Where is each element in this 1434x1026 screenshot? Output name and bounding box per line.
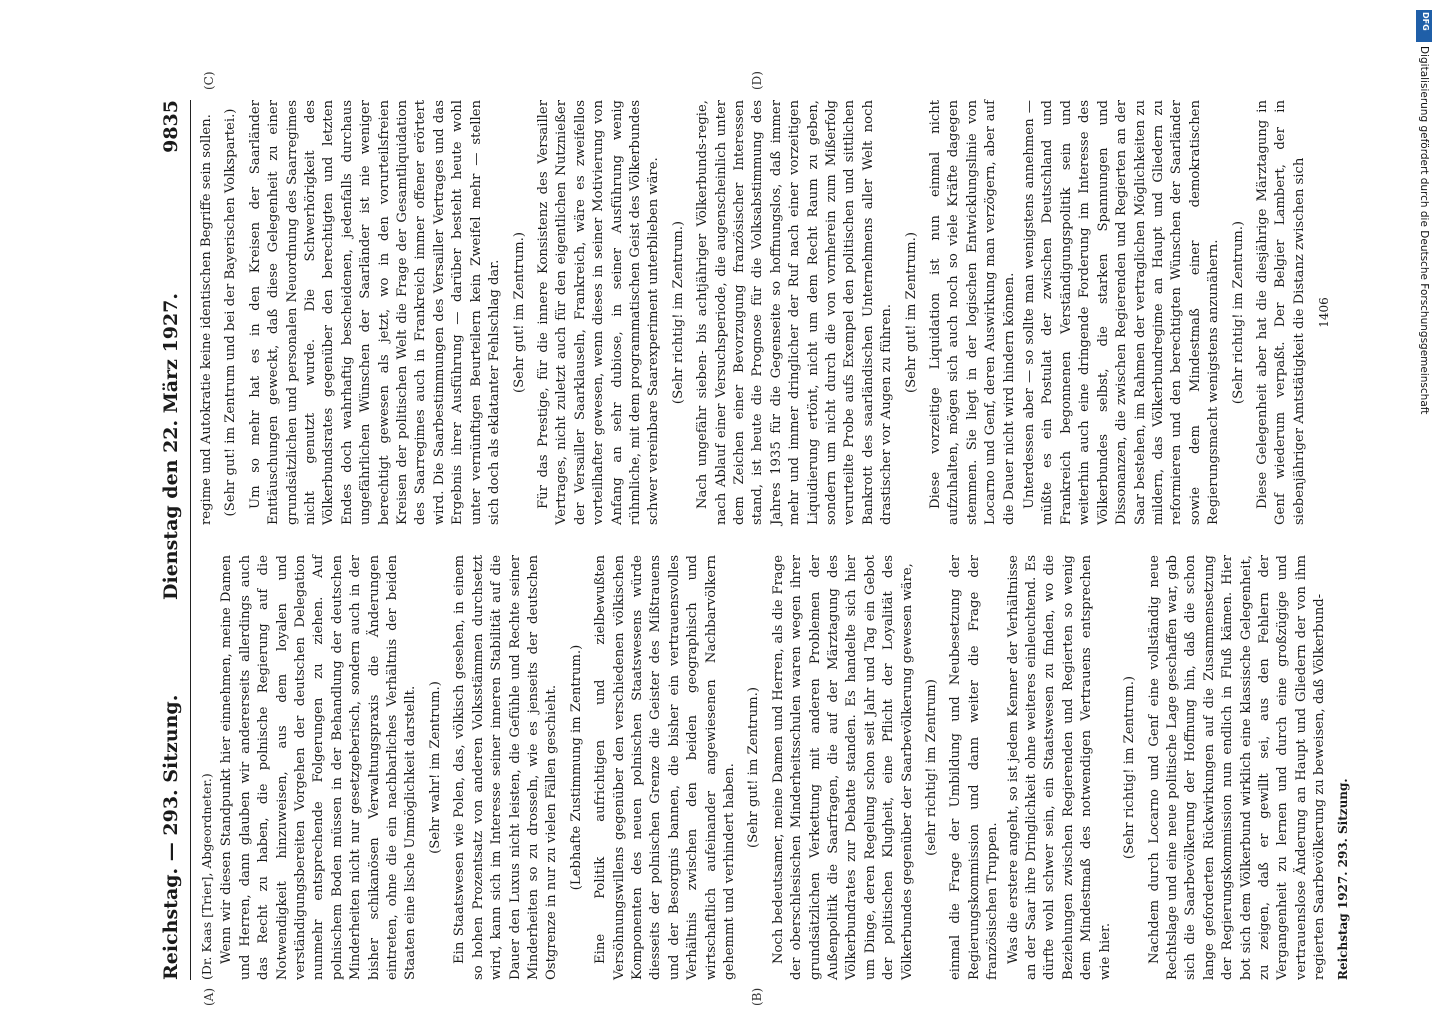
signature-mark: 1406 [1317,297,1332,328]
interjection: (Sehr gut! im Zentrum und bei der Bayerischen Volkspartei.) [223,108,239,517]
interjection: (Sehr richtig! im Zentrum.) [1122,675,1138,860]
paragraph: Wenn wir diesen Standpunkt hier einnehmen, meine Damen und Herren, dann glauben wir andererseits allerdings auch das Recht zu haben, die polnische Regierung auf die Notwendigkeit hinzuweisen, aus dem loyalen und verständigungsbereiten Vorgehen der deutschen Delegation nunmehr entsprechende Folgerungen zu ziehen. Auf polnischem Boden müssen in der Behandlung der deutschen Minderheiten nicht nur gesetzgeberisch, sondern auch in der bisher schikanösen Verwaltungspraxis die Änderungen eintreten, ohne die ein nachbarliches Verhältnis der beiden Staaten eine lische Unmöglichkeit darstellt. [219,555,419,980]
header-center: Dienstag den 22. März 1927. [160,292,182,600]
page-content [150,71,1430,1006]
interjection: (Lebhafte Zustimmung im Zentrum.) [568,644,584,891]
header-left: Reichstag. — 293. Sitzung. [160,694,182,980]
digitization-text: Digitalisierung gefördert durch die Deutsche Forschungsgemeinschaft [1418,46,1430,415]
interjection: (Sehr richtig! im Zentrum.) [1230,220,1246,405]
paragraph: Nachdem durch Locarno und Genf eine vollständig neue Rechtslage und eine neue politische Lage geschaffen war, gab sich die Saarbevölkerung der Hoffnung hin, daß die schon lange geforderten Rückwirkungen auf die Zusammensetzung der Regierungskommission nun endlich in Fluß kämen. Hier bot sich dem Völkerbund wirklich eine klassische Gelegenheit, zu zeigen, daß er gewillt sei, aus den Fehlern der Vergangenheit zu lernen und durch eine großzügige und vertrauenslose Änderung an Haupt und Gliedern der von ihm regierten Saarbevölkerung zu beweisen, daß Völkerbund- [1146,555,1328,980]
paragraph: Unterdessen aber — so sollte man wenigstens annehmen — müßte es ein Postulat der zwischen Deutschland und Frankreich begonnenen Verständigungspolitik sein und weiterhin auch eine dringende Forderung im Interesse des Völkerbundes selbst, die starken Spannungen und Dissonanzen, die zwischen Regierenden und Regierten an der Saar bestehen, im Rahmen der vertraglichen Möglichkeiten zu mildern, das Völkerbundregime an Haupt und Gliedern zu reformieren und den berechtigten Wünschen der Saarländer sowie dem Mindestmaß einer demokratischen Regierungsmacht wenigstens anzunähern. [1022,100,1222,525]
interjection: (Sehr gut! im Zentrum.) [746,687,762,849]
paragraph: einmal die Frage der Umbildung und Neubesetzung der Regierungskommission und dann weiter die Frage der französischen Truppen. [948,555,1001,980]
paragraph: Diese vorzeitige Liquidation ist nun einmal nicht aufzuhalten, mögen sich auch noch so viele Kräfte dagegen stemmen. Sie liegt in der logischen Entwicklungslinie von Locarno und Genf, deren Auswirkung man verzögern, aber auf die Dauer nicht wird hindern können. [928,100,1017,525]
interjection: (sehr richtig! im Zentrum) [924,679,940,856]
interjection: (Sehr gut! im Zentrum.) [511,232,527,394]
paragraph: Für das Prestige, für die innere Konsistenz des Versailler Vertrages, nicht zuletzt auch für den eigentlichen Nutznießer der Versailler Saarklauseln, Frankreich, wäre es zweifellos vorteilhafter gewesen, wenn dieses in seiner Motivierung von Anfang an sehr dubiose, in seiner Ausführung wenig rühmliche, mit dem programmatischen Geist des Völkerbundes schwer vereinbare Saarexperiment unterblieben wäre. [535,100,662,525]
dfg-logo: DFG [1416,10,1432,42]
paragraph: Was die erstere angeht, so ist jedem Kenner der Verhältnisse an der Saar ihre Dringlichkeit ohne weiteres einleuchtend. Es dürfte wohl schwer sein, ein Staatswesen zu finden, wo die Beziehungen zwischen Regierenden und Regierten so wenig dem Mindestmaß des notwendigen Vertrauens entsprechen wie hier. [1005,555,1113,980]
speaker-attribution: (Dr. Kaas [Trier], Abgeordneter.) [199,773,214,980]
paragraph: Nach ungefähr sieben- bis achtjähriger Völkerbunds-regie, nach Ablauf einer Versuchsperiode, die augenscheinlich unter dem Zeichen einer Bevorzugung französischer Interessen stand, ist heute die Prognose für die Volksabstimmung des Jahres 1935 für die Gegenseite so hoffnungslos, daß immer mehr und immer dringlicher der Ruf nach einer vorzeitigen Liquidierung ertönt, nicht um dem Recht Raum zu geben, sondern um nicht durch die von vornherein zum Mißerfolg verurteilte Probe aufs Exempel den politischen und sittlichen Bankrott des saarländischen Unternehmens aller Welt noch drastischer vor Augen zu führen. [695,100,895,525]
page-number: 9835 [160,100,182,153]
paragraph: Um so mehr hat es in den Kreisen der Saarländer Enttäuschungen geweckt, daß diese Gelegenheit zu einer grundsätzlichen und personalen Neuordnung des Saarregimes nicht genutzt wurde. Die Schwerhörigkeit des Völkerbundsrates gegenüber den berechtigten und letzten Endes doch wahrhaftig bescheidenen, jedenfalls durchaus ungefährlichen Wünschen der Saarländer ist nie weniger berechtigt gewesen als jetzt, wo in den vorurteilsfreien Kreisen der politischen Welt die Frage der Gesamtliquidation des Saarregimes auch in Frankreich immer offener erörtert wird. Die Saarbestimmungen des Versailler Vertrages und das Ergebnis ihrer Ausführung — darüber besteht heute wohl unter vernünftigen Beurteilern kein Zweifel mehr — stellen sich doch als eklatanter Fehlschlag dar. [247,100,503,525]
digitization-credit [1416,10,1432,990]
paragraph: Noch bedeutsamer, meine Damen und Herren, als die Frage der oberschlesischen Minderheitsschulen waren wegen ihrer grundsätzlichen Verkettung mit anderen Problemen der Außenpolitik die Saarfragen, die auf der Märztagung des Völkerbundrates zur Debatte standen. Es handelte sich hier um Dinge, deren Regelung schon seit Jahr und Tag ein Gebot der politischen Klugheit, eine Pflicht der Loyalität des Völkerbundes gegenüber der Saarbevölkerung gewesen wäre, [770,555,915,980]
interjection: (Sehr wahr! im Zentrum.) [427,681,443,854]
paragraph: regime und Autokratie keine identischen Begriffe sein sollen. [199,114,214,525]
header-rule [190,100,191,980]
footer-note: Reichstag 1927. 293. Sitzung. [1335,778,1350,980]
right-column [198,100,1340,525]
margin-letter-a: (A) [202,987,216,1006]
margin-letter-d: (D) [750,71,764,90]
paragraph: Ein Staatswesen wie Polen, das, völkisch gesehen, in einem so hohen Prozentsatz von anderen Volksstämmen durchsetzt wird, kann sich im Interesse seiner inneren Stabilität auf die Dauer den Luxus nicht leisten, die Gefühle und Rechte seiner Minderheiten so zu drosseln, wie es jenseits der deutschen Ostgrenze in nur zu vielen Fällen geschieht. [452,555,560,980]
paragraph: Eine Politik aufrichtigen und zielbewußten Versöhnungswillens gegenüber den verschiedenen völkischen Komponenten des neuen polnischen Staatswesens würde diesseits der polnischen Grenze die Geister des Mißtrauens und der Besorgnis bannen, die bisher ein vertrauensvolles Verhältnis zwischen den beiden geographisch und wirtschaftlich aufeinander angewiesenen Nachbarvölkern gehemmt und verhindert haben. [593,555,737,980]
margin-letter-c: (C) [202,71,216,90]
interjection: (Sehr richtig! im Zentrum.) [670,220,686,405]
margin-letter-b: (B) [750,987,764,1006]
paragraph: Diese Gelegenheit aber hat die diesjährige Märztagung in Genf wiederum verpaßt. Der Belgier Lambert, der in siebenjähriger Amtstätigkeit die Distanz zwischen sich [1254,100,1307,525]
interjection: (Sehr gut! im Zentrum.) [903,232,919,394]
left-column [198,555,1354,980]
